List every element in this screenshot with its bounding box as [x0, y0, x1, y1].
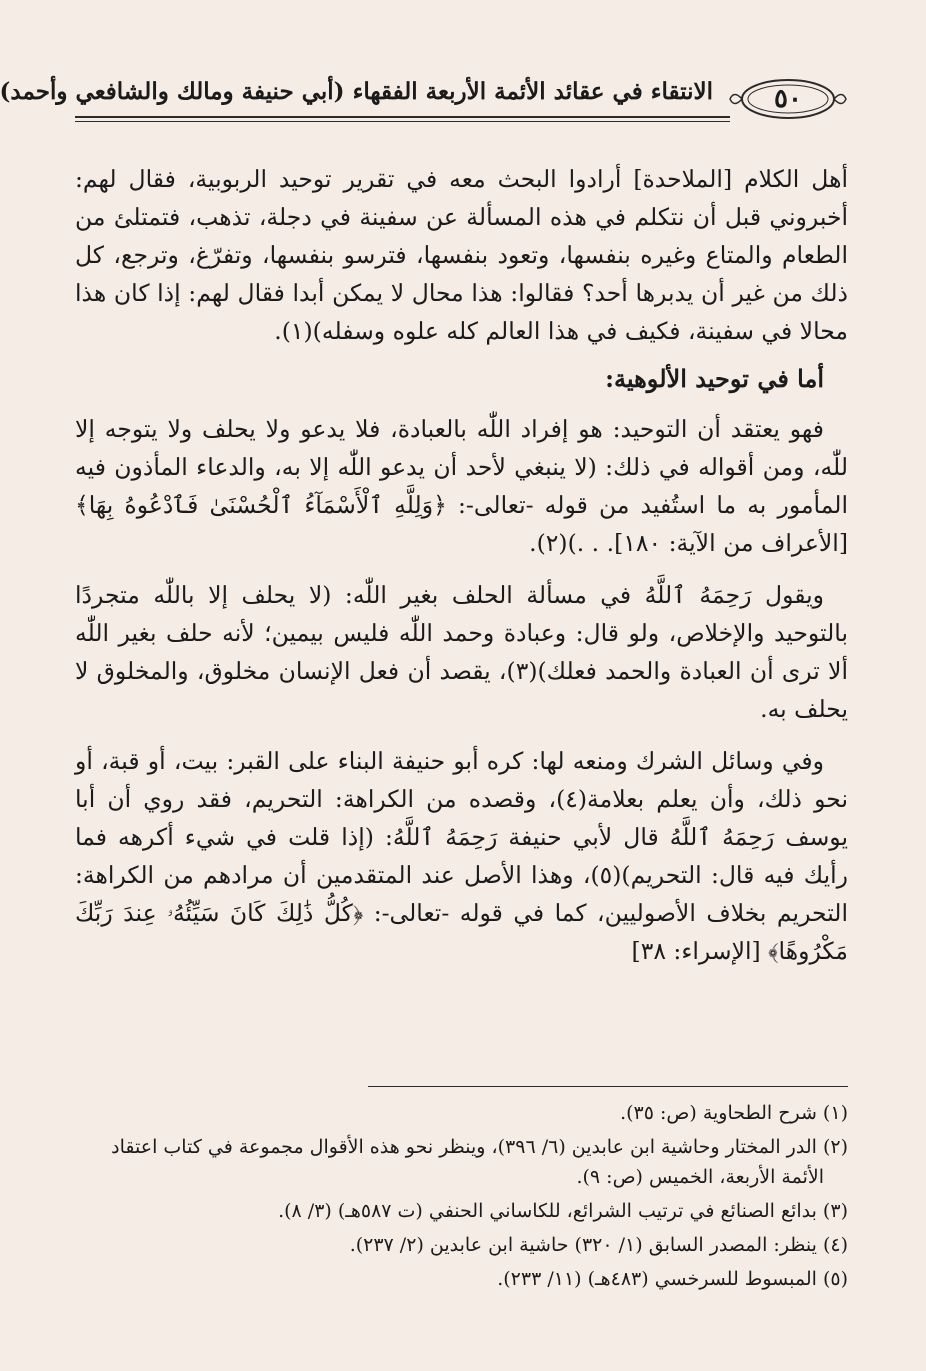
running-header [0, 70, 848, 126]
footnote-3: (٣) بدائع الصنائع في ترتيب الشرائع، للكاساني الحنفي (ت ٥٨٧هـ) (٣/ ٨). [278, 1200, 848, 1222]
section-heading: أما في توحيد الألوهية: [605, 364, 824, 393]
header-divider-thin [75, 121, 730, 122]
footnote-2 [75, 1132, 848, 1192]
paragraph-3: ويقول رَحِمَهُ ٱللَّهُ في مسألة الحلف بغير اللّٰه: (لا يحلف إلا باللّٰه متجردًا بالتوحيد والإخلاص، ولو قال: وعبادة وحمد اللّٰه فليس بيمين؛ لأنه حلف بغير اللّٰه ألا ترى أن العبادة والحمد فعلك)(٣)، يقصد أن فعل الإنسان مخلوق، والمخلوق لا يحلف به. [75, 581, 848, 723]
footnotes [75, 1098, 848, 1298]
book-title: الانتقاء في عقائد الأئمة الأربعة الفقهاء (أبي حنيفة ومالك والشافعي وأحمد) [0, 78, 713, 105]
footnote-divider [368, 1086, 848, 1087]
paragraph-2: فهو يعتقد أن التوحيد: هو إفراد اللّٰه بالعبادة، فلا يدعو ولا يحلف ولا يتوجه إلا للّٰه، ومن أقواله في ذلك: (لا ينبغي لأحد أن يدعو اللّٰه إلا به، والدعاء المأذون فيه المأمور به ما استُفيد من قوله -تعالى-: ﴿وَلِلَّهِ ٱلْأَسْمَآءُ ٱلْحُسْنَىٰ فَٱدْعُوهُ بِهَا﴾ [الأعراف من الآية: ١٨٠]. . .)(٢). [75, 415, 848, 557]
page-number: ٥٠ [774, 84, 802, 114]
footnote-5: (٥) المبسوط للسرخسي (٤٨٣هـ) (١١/ ٢٣٣). [497, 1268, 848, 1290]
header-divider [75, 116, 730, 118]
footnote-4: (٤) ينظر: المصدر السابق (١/ ٣٢٠) حاشية ابن عابدين (٢/ ٢٣٧). [349, 1234, 848, 1256]
paragraph-1: أهل الكلام [الملاحدة] أرادوا البحث معه في تقرير توحيد الربوبية، فقال لهم: أخبروني قبل أن نتكلم في هذه المسألة عن سفينة في دجلة، تذهب، فتمتلئ من الطعام والمتاع وغيره بنفسها، وتعود بنفسها، فترسو بنفسها، وتفرّغ، وترجع، كل ذلك من غير أن يدبرها أحد؟ فقالوا: هذا محال لا يمكن أبدا فقال لهم: إذا كان هذا محالا في سفينة، فكيف في هذا العالم كله علوه وسفله)(١). [75, 165, 848, 345]
paragraph-4: وفي وسائل الشرك ومنعه لها: كره أبو حنيفة البناء على القبر: بيت، أو قبة، أو نحو ذلك، وأن يعلم بعلامة(٤)، وقصده من الكراهة: التحريم، فقد روي أن أبا يوسف رَحِمَهُ ٱللَّهُ قال لأبي حنيفة رَحِمَهُ ٱللَّهُ: (إذا قلت في شيء أكرهه فما رأيك فيه قال: التحريم)(٥)، وهذا الأصل عند المتقدمين أن مرادهم من الكراهة: التحريم بخلاف الأصوليين، كما في قوله -تعالى-: ﴿كُلُّ ذَٰلِكَ كَانَ سَيِّئُهُۥ عِندَ رَبِّكَ مَكْرُوهًا﴾ [الإسراء: ٣٨] [75, 747, 848, 965]
footnote-1: (١) شرح الطحاوية (ص: ٣٥). [620, 1102, 848, 1124]
main-text [75, 160, 848, 980]
page-number-badge [728, 76, 848, 122]
footnote-2-continuation: الأئمة الأربعة، الخميس (ص: ٩). [576, 1166, 824, 1188]
footnote-2-text: (٢) الدر المختار وحاشية ابن عابدين (٦/ ٣٩٦)، وينظر نحو هذه الأقوال مجموعة في كتاب اعتقاد [111, 1136, 848, 1158]
